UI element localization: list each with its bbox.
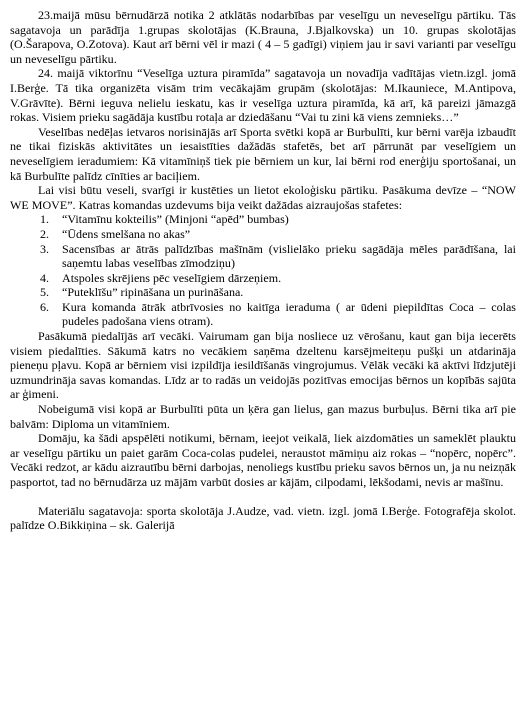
document-page: [10, 8, 516, 533]
paragraph-sports-festival: Veselības nedēļas ietvaros norisinājās arī Sporta svētki kopā ar Burbulīti, kur bērni varēja izbaudīt ne tikai fiziskās aktivitātes un iesaistīties dažādās stafetēs, bet arī pārrunāt par veselīgiem un neveselīgiem ieradumiem: Kā vitamīniņš tiek pie bērniem un kur, lai bērni rod enerģiju sportošanai, un kā Burbulīte palīdz cīnīties ar baciļiem.: [10, 124, 516, 183]
paragraph-motto: Lai visi būtu veseli, svarīgi ir kustēties un lietot ekoloģisku pārtiku. Pasākuma devīze – “NOW WE MOVE”. Katras komandas uzdevums bija veikt dažādas aizraujošas stafetes:: [10, 183, 516, 212]
list-item: [10, 242, 516, 271]
list-item: [10, 300, 516, 329]
list-number: 1.: [40, 212, 50, 227]
list-text: “Puteklīšu” ripināšana un purināšana.: [62, 285, 244, 300]
list-number: 6.: [40, 299, 50, 314]
list-text: Kura komanda ātrāk atbrīvosies no kaitīga ieraduma ( ar ūdeni piepildītas Coca – colas pudeles padošana viens otram).: [62, 299, 516, 329]
list-text: Atspoles skrējiens pēc veselīgiem dārzeņiem.: [62, 270, 282, 285]
list-item: [10, 271, 516, 286]
list-item: [10, 285, 516, 300]
spacer: [10, 490, 516, 504]
list-number: 3.: [40, 241, 50, 256]
list-number: 2.: [40, 226, 50, 241]
list-number: 4.: [40, 270, 50, 285]
list-item: [10, 212, 516, 227]
list-text: Sacensības ar ātrās palīdzības mašīnām (vislielāko prieku sagādāja mēles parādīšana, lai saņemtu labas veselības zīmodziņu): [62, 241, 516, 271]
paragraph-parents: Pasākumā piedalījās arī vecāki. Vairumam gan bija nosliece uz vērošanu, kaut gan bija iecerēts visiem piedalīties. Sākumā katrs no vecākiem saņēma dzeltenu karsējmeiteņu pušķi un atdarināja pieneņu pļavu. Kopā ar bērniem visi izpildīja iesildīšanās vingrojumus. Vēlāk vecāki kā aktīvi līdzjutēji uzmundrināja savas komandas. Līdz ar to radās un veidojās pozitīvas emocijas bērnos un kopībās sajūta ar ģimeni.: [10, 329, 516, 402]
list-text: “Vitamīnu kokteilis” (Minjoni “apēd” bumbas): [62, 212, 289, 227]
paragraph-reflection: Domāju, ka šādi apspēlēti notikumi, bērnam, ieejot veikalā, liek aizdomāties un sameklēt plauktu ar veselīgu pārtiku un paiet garām Coca-colas pudelei, neraustot māmiņu aiz rokas – “nopērc, nopērc”. Vecāki redzot, ar kādu aizrautību bērni darbojas, nenoliegs kustību prieku savos bērnos un, ja nu neizņāk pasportot, tad no bērnudārza uz mājām varbūt dosies ar kājām, cilpodami, lēkšodami, nevis ar mašīnu.: [10, 431, 516, 489]
list-number: 5.: [40, 285, 50, 300]
relay-list: [10, 212, 516, 329]
paragraph-open-lessons: 23.maijā mūsu bērnudārzā notika 2 atklātās nodarbības par veselīgu un neveselīgu pārtiku. Tās sagatavoja un parādīja 1.grupas skolotājas (K.Brauna, J.Bjalkovska) un 10. grupas skolotājas (O.Šarapova, O.Zotova). Kaut arī bērni vēl ir mazi ( 4 – 5 gadīgi) viņiem jau ir savi varianti par veselīgu un neveselīgu pārtiku.: [10, 8, 516, 66]
list-text: “Ūdens smelšana no akas”: [62, 226, 191, 241]
paragraph-quiz: 24. maijā viktorīnu “Veselīga uztura piramīda” sagatavoja un novadīja vadītājas vietn.izgl. jomā I.Berģe. Tā tika organizēta visām trim vecākajām grupām (skolotājas: M.Ikauniece, M.Antipova, V.Grāvīte). Bērni ieguva nelielu ieskatu, kas ir veselīga uztura piramīda, kā arī, kā pareizi jāmazgā rokas. Visiem prieku sagādāja kustību rotaļa ar dziedāšanu “Vai tu zini kā viens zemnieks…”: [10, 66, 516, 125]
paragraph-credits: Materiālu sagatavoja: sporta skolotāja J.Audze, vad. vietn. izgl. jomā I.Berģe. Fotografēja skolot. palīdze O.Bikkiņina – sk. Galerijā: [10, 503, 516, 533]
paragraph-ending: Nobeigumā visi kopā ar Burbulīti pūta un ķēra gan lielus, gan mazus burbuļus. Bērni tika arī pie balvām: Diploma un vitamīniem.: [10, 402, 516, 431]
list-item: [10, 227, 516, 242]
